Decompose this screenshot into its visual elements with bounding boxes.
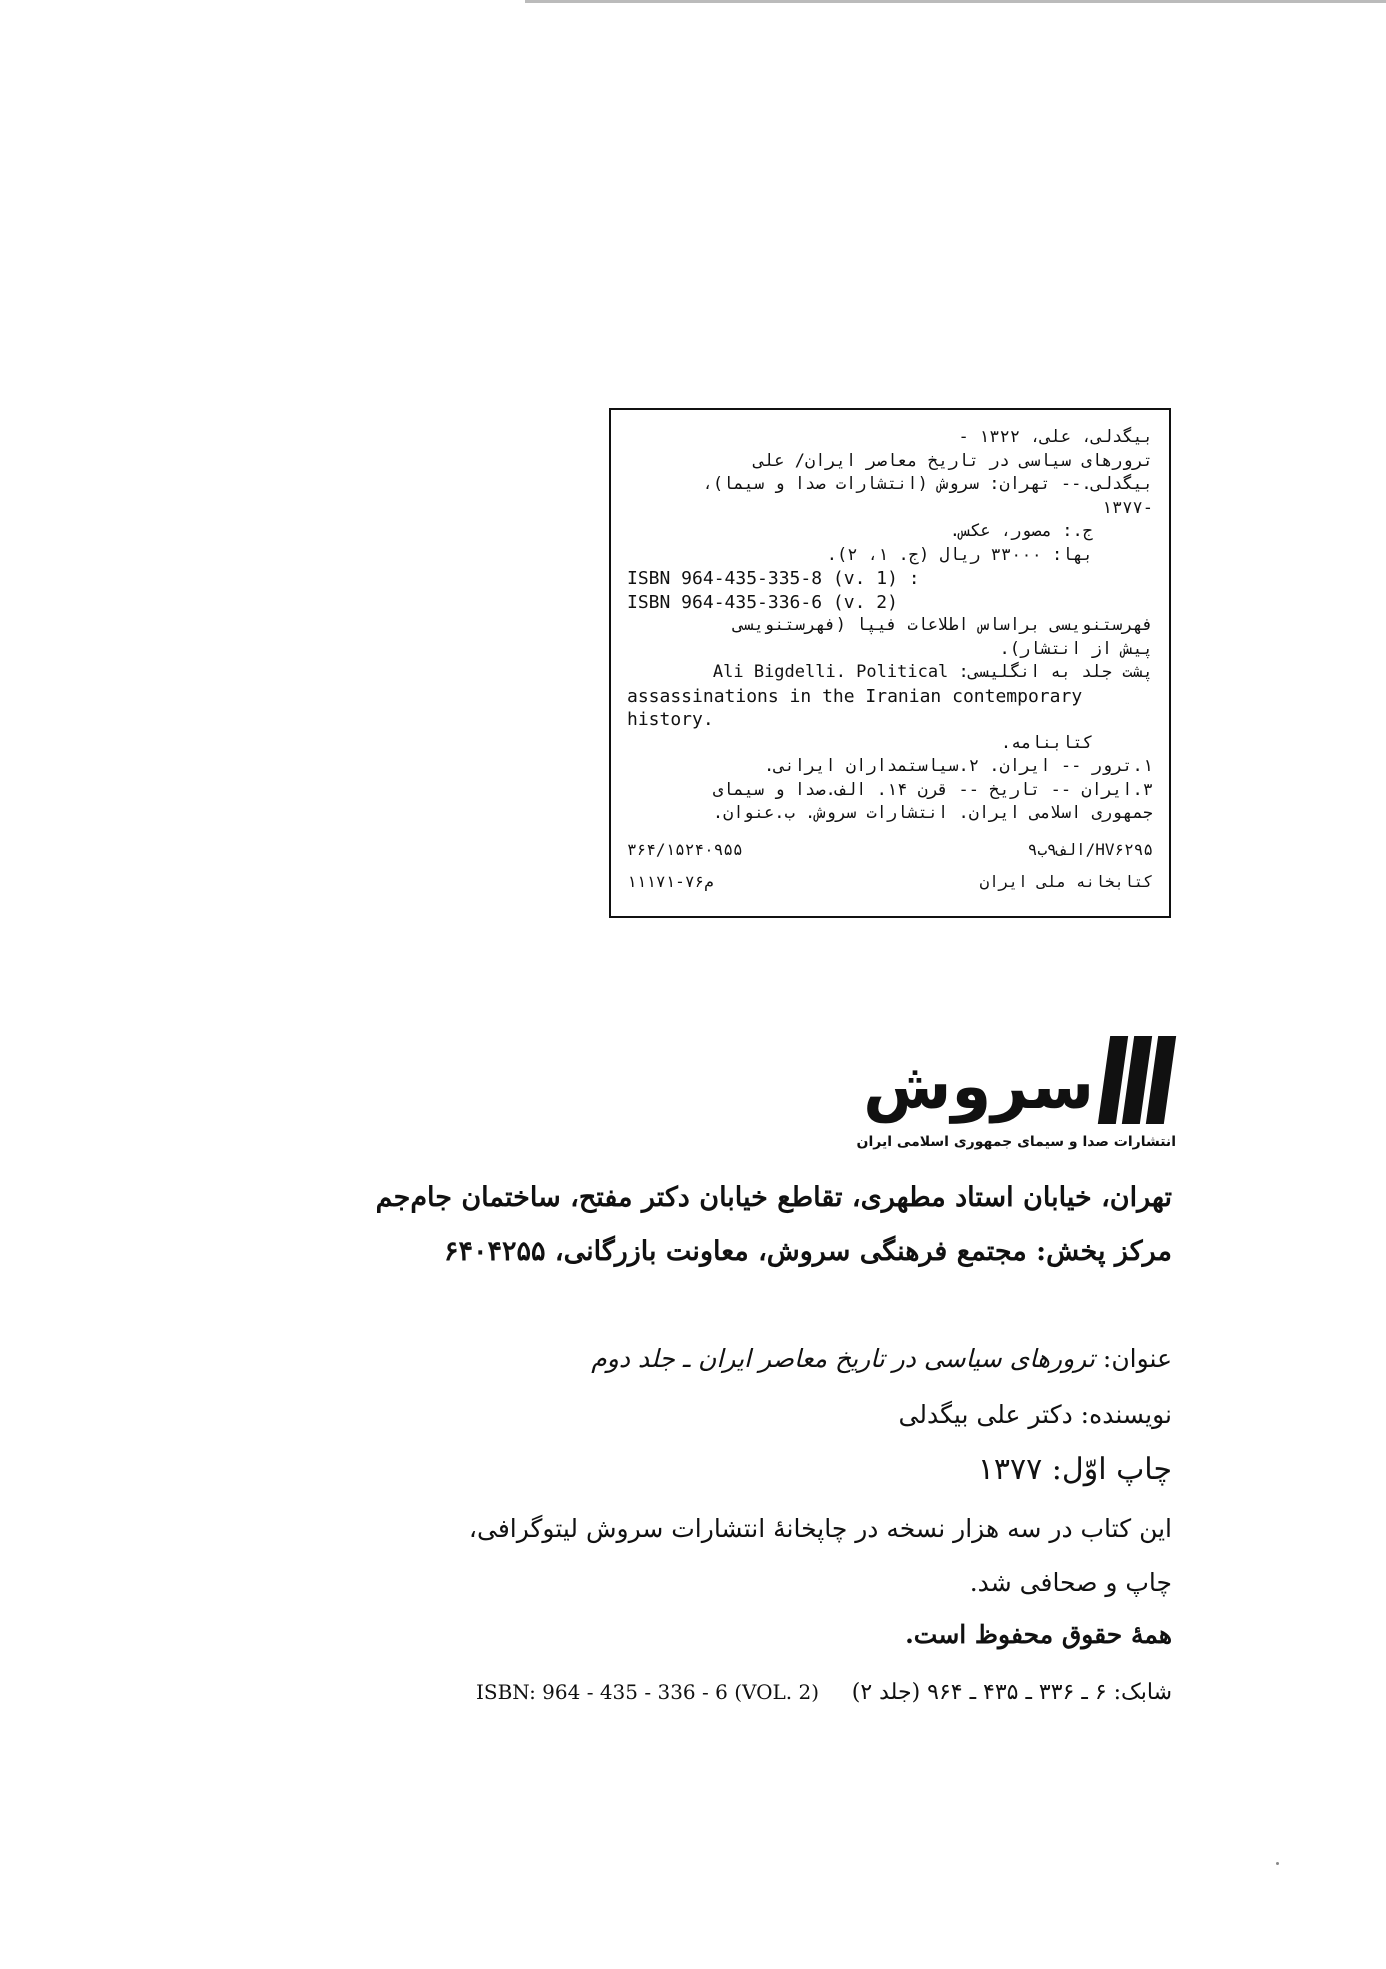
isbn-latin: ISBN: 964 - 435 - 336 - 6 (VOL. 2) <box>476 1680 820 1704</box>
print-note-line-1: این کتاب در سه هزار نسخه در چاپخانهٔ انتشارات سروش لیتوگرافی، <box>468 1514 1172 1543</box>
card-line-isbn-1: ISBN 964-435-335-8 (v. 1) : <box>627 568 920 589</box>
card-line-isbn-2: ISBN 964-435-336-6 (v. 2) <box>627 591 898 613</box>
library-name: کتابخانه ملی ایران <box>979 872 1153 891</box>
card-line-bibliography: کتابنامه. <box>1000 732 1093 753</box>
card-line-fipa-2: پیش از انتشار). <box>999 638 1153 659</box>
call-number: HV۶۲۹۵/الف۹ب۹ <box>1027 840 1153 859</box>
catalog-card-lines <box>627 426 1153 826</box>
title-label: عنوان: <box>1102 1344 1172 1373</box>
isbn-persian: شابک: ۶ ـ ۳۳۶ ـ ۴۳۵ ـ ۹۶۴ (جلد ۲) <box>851 1680 1172 1705</box>
rights-reserved: همهٔ حقوق محفوظ است. <box>905 1620 1172 1649</box>
card-line-fipa-1: فهرستنویسی براساس اطلاعات فیپا (فهرستنویسی <box>733 615 1153 635</box>
distribution-center: مرکز پخش: مجتمع فرهنگی سروش، معاونت بازرگانی، ۶۴۰۴۲۵۵ <box>443 1236 1172 1267</box>
logo-wordmark: سروش <box>863 1050 1094 1124</box>
scan-speck <box>1276 1862 1279 1865</box>
card-line-author: بیگدلی، علی، ۱۳۲۲ - <box>958 427 1153 447</box>
print-note-line-2: چاپ و صحافی شد. <box>969 1568 1172 1597</box>
author-line: نویسنده: دکتر علی بیگدلی <box>898 1400 1172 1429</box>
isbn-line <box>476 1680 1172 1716</box>
dewey-number: ۳۶۴/۱۵۲۴۰۹۵۵ <box>627 840 743 859</box>
card-line-publisher: بیگدلی.-- تهران: سروش (انتشارات صدا و سیما)، <box>702 474 1153 494</box>
card-footer-row-2 <box>627 866 1153 898</box>
card-line-english-title-1: پشت جلد به انگلیسی: Ali Bigdelli. Political <box>712 662 1153 682</box>
title-value: ترورهای سیاسی در تاریخ معاصر ایران ـ جلد دوم <box>591 1344 1095 1373</box>
card-line-illustrations: ج.: مصور، عکس. <box>949 521 1093 541</box>
publisher-address: تهران، خیابان استاد مطهری، تقاطع خیابان دکتر مفتح، ساختمان جام‌جم <box>375 1182 1172 1213</box>
card-line-english-title-2: assassinations in the Iranian contemporary <box>627 685 1083 707</box>
card-line-subjects-1: ۱.ترور -- ایران. ۲.سیاستمداران ایرانی. <box>764 756 1153 776</box>
card-footer-row-1 <box>627 834 1153 866</box>
card-line-subjects-3: جمهوری اسلامی ایران. انتشارات سروش. ب.عنوان. <box>712 803 1153 823</box>
soroush-logo <box>856 1036 1180 1156</box>
first-print-line: چاپ اوّل: ۱۳۷۷ <box>977 1452 1172 1487</box>
record-number: م۷۶-۱۱۱۷۱ <box>627 872 714 891</box>
card-line-year: -۱۳۷۷ <box>1101 497 1153 518</box>
logo-subtitle: انتشارات صدا و سیمای جمهوری اسلامی ایران <box>856 1134 1176 1150</box>
logo-bars-icon <box>1098 1036 1176 1126</box>
card-line-english-title-3: history. <box>627 709 714 730</box>
card-line-price: بها: ۳۳۰۰۰ ریال (ج. ۱، ۲). <box>826 544 1093 565</box>
top-edge-rule <box>525 0 1386 3</box>
catalog-card-footer <box>627 834 1153 898</box>
card-line-title: ترورهای سیاسی در تاریخ معاصر ایران/ علی <box>753 450 1153 471</box>
catalog-card <box>609 408 1171 918</box>
card-line-subjects-2: ۳.ایران -- تاریخ -- قرن ۱۴. الف.صدا و سیمای <box>712 779 1153 800</box>
book-title-line <box>591 1344 1172 1373</box>
